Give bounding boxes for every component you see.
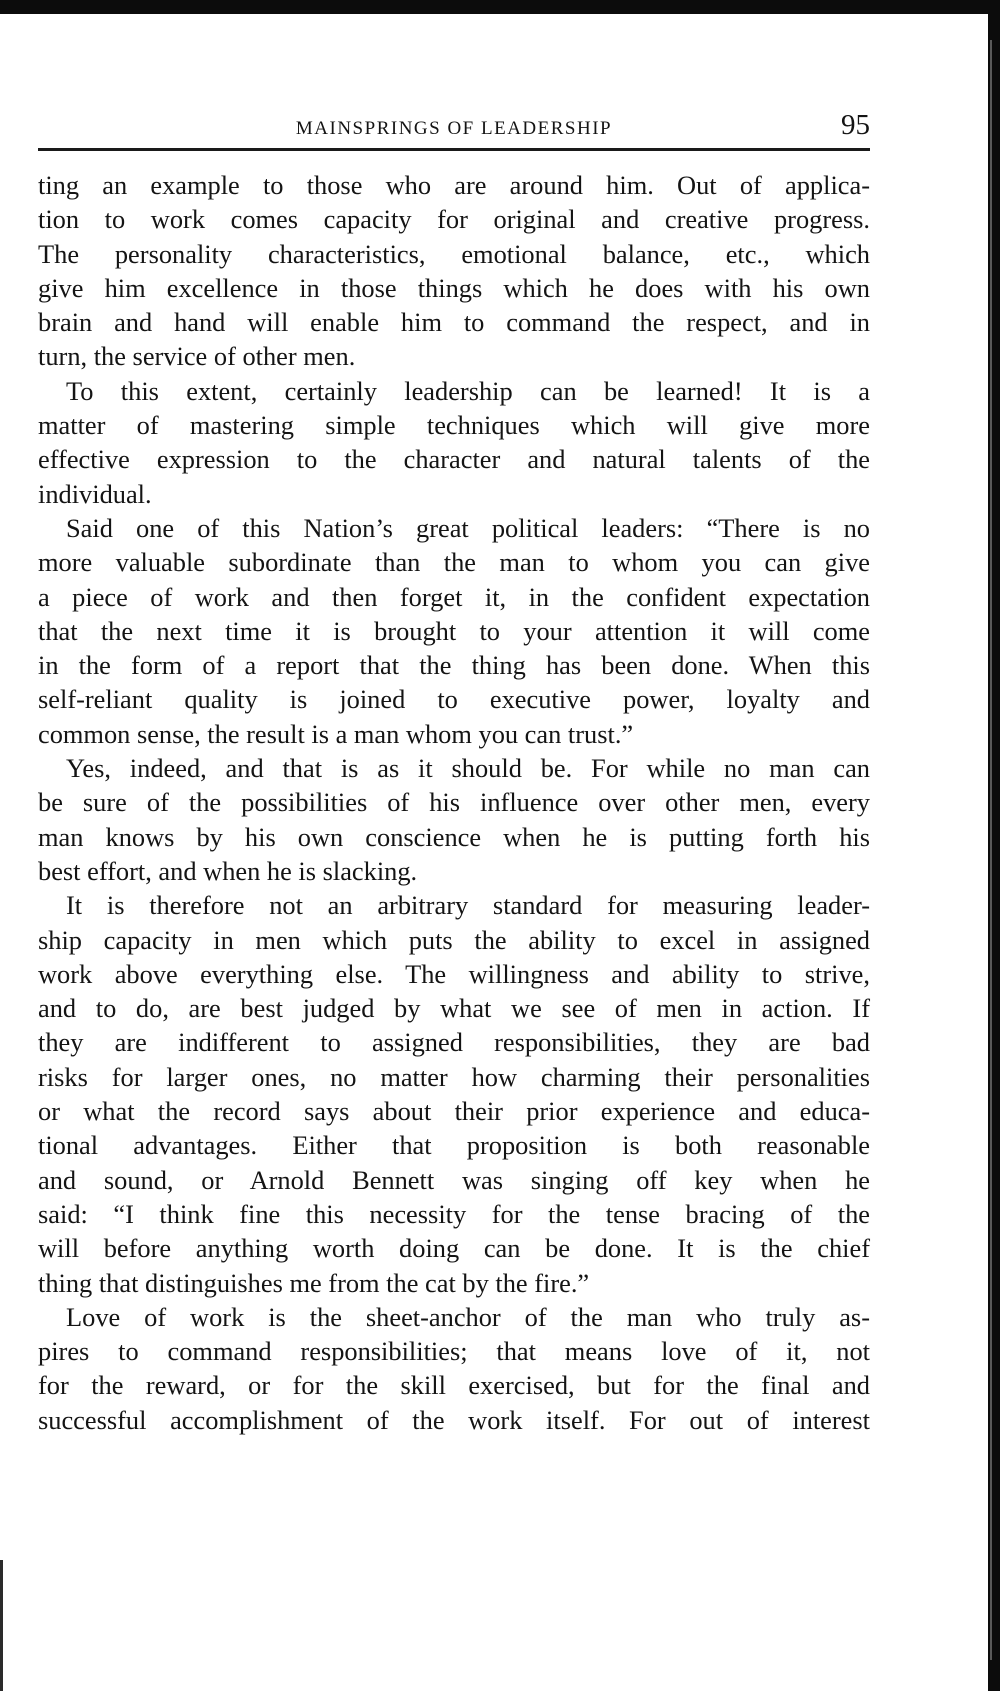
text-line: and to do, are best judged by what we see of men in action. If xyxy=(38,993,870,1024)
text-line: individual. xyxy=(38,478,152,509)
text-line: and sound, or Arnold Bennett was singing off key when he xyxy=(38,1164,870,1195)
paragraph xyxy=(38,374,870,511)
text-line: Said one of this Nation’s great political leaders: “There is no xyxy=(66,512,870,543)
paragraph xyxy=(38,511,870,751)
scan-top-border xyxy=(0,0,1000,14)
body-text xyxy=(38,168,870,1437)
text-line: a piece of work and then forget it, in the confident expectation xyxy=(38,581,870,612)
text-line: or what the record says about their prior experience and educa- xyxy=(38,1096,870,1127)
text-line: that the next time it is brought to your attention it will come xyxy=(38,615,870,646)
text-line: they are indifferent to assigned responsibilities, they are bad xyxy=(38,1027,870,1058)
text-line: tional advantages. Either that proposition is both reasonable xyxy=(38,1130,870,1161)
text-line: best effort, and when he is slacking. xyxy=(38,855,418,886)
text-line: turn, the service of other men. xyxy=(38,341,356,372)
text-line: ship capacity in men which puts the ability to excel in assigned xyxy=(38,924,870,955)
text-line: ting an example to those who are around him. Out of applica- xyxy=(38,170,870,200)
text-line: work above everything else. The willingness and ability to strive, xyxy=(38,958,870,989)
page-number: 95 xyxy=(841,109,870,141)
scan-left-edge xyxy=(0,1560,3,1691)
text-line: pires to command responsibilities; that means love of it, not xyxy=(38,1336,870,1367)
text-line: Yes, indeed, and that is as it should be. For while no man can xyxy=(66,753,870,784)
text-line: thing that distinguishes me from the cat by the fire.” xyxy=(38,1267,590,1298)
text-line: self-reliant quality is joined to executive power, loyalty and xyxy=(38,684,870,715)
paragraph xyxy=(38,751,870,888)
text-line: The personality characteristics, emotional balance, etc., which xyxy=(38,238,870,269)
text-line: more valuable subordinate than the man to whom you can give xyxy=(38,547,870,578)
text-line: man knows by his own conscience when he is putting forth his xyxy=(38,821,870,852)
paragraph xyxy=(38,1300,870,1437)
page-header xyxy=(38,109,870,151)
text-line: risks for larger ones, no matter how charming their personalities xyxy=(38,1061,870,1092)
text-line: said: “I think fine this necessity for the tense bracing of the xyxy=(38,1198,870,1229)
text-line: give him excellence in those things which he does with his own xyxy=(38,272,870,303)
text-line: in the form of a report that the thing has been done. When this xyxy=(38,650,870,681)
text-line: It is therefore not an arbitrary standard for measuring leader- xyxy=(66,890,870,921)
text-line: will before anything worth doing can be done. It is the chief xyxy=(38,1233,870,1264)
text-line: be sure of the possibilities of his influence over other men, every xyxy=(38,787,870,818)
text-line: effective expression to the character and natural talents of the xyxy=(38,444,870,475)
text-line: matter of mastering simple techniques which will give more xyxy=(38,410,870,441)
paragraph xyxy=(38,888,870,1300)
running-head: MAINSPRINGS OF LEADERSHIP xyxy=(295,118,613,139)
scan-right-border-shadow xyxy=(990,40,992,1660)
text-line: tion to work comes capacity for original and creative progress. xyxy=(38,204,870,235)
text-line: brain and hand will enable him to command the respect, and in xyxy=(38,307,870,338)
text-line: for the reward, or for the skill exercised, but for the final and xyxy=(38,1370,870,1401)
text-line: common sense, the result is a man whom you can trust.” xyxy=(38,718,634,749)
text-line: successful accomplishment of the work itself. For out of interest xyxy=(38,1404,870,1435)
text-line: To this extent, certainly leadership can be learned! It is a xyxy=(66,375,870,406)
text-line: Love of work is the sheet-anchor of the man who truly as- xyxy=(66,1301,870,1332)
paragraph xyxy=(38,168,870,374)
